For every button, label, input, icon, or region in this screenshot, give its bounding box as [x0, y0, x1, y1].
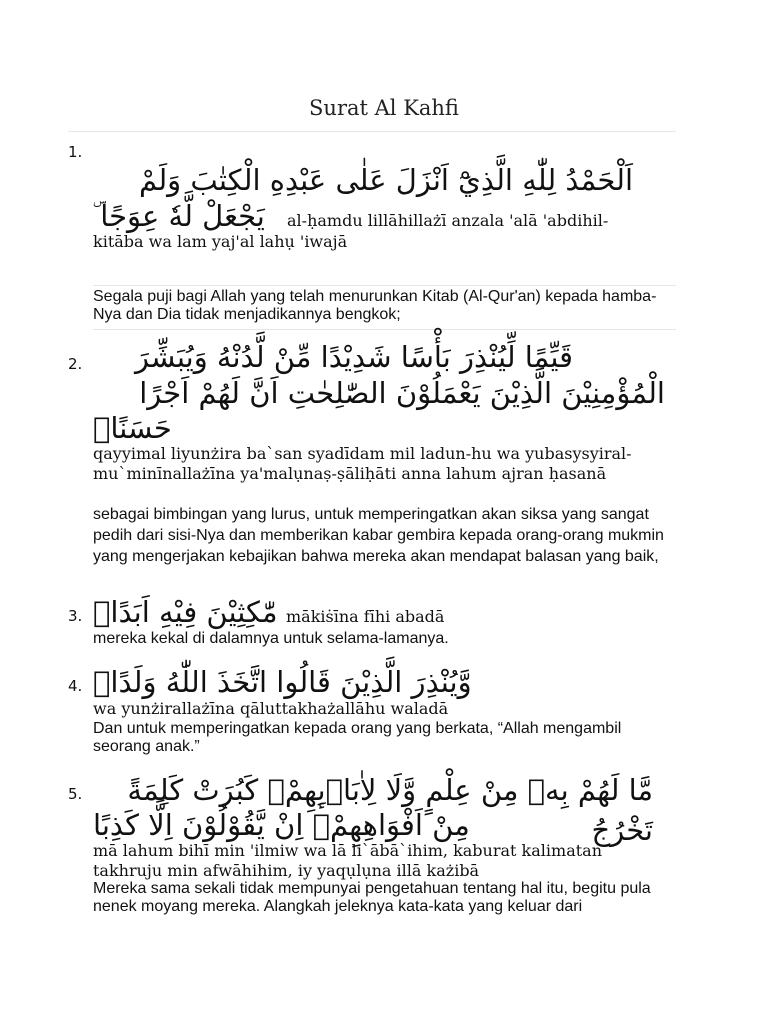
verse-number: 5. — [68, 785, 83, 803]
verse-translation: Dan untuk memperingatkan kepada orang yang berkata, “Allah mengambil seorang anak.” — [93, 720, 622, 755]
verse-translation: sebagai bimbingan yang lurus, untuk memperingatkan akan siksa yang sangat pedih dari sisi-Nya dan memberikan kabar gembira kepada orang-orang mukmin yang mengerjakan kebajikan bahwa mereka akan mendapat balasan yang baik, — [93, 506, 664, 565]
verse-number: 4. — [68, 677, 83, 695]
verse-arabic-line: الْمُؤْمِنِيْنَ الَّذِيْنَ يَعْمَلُوْنَ الصّٰلِحٰتِ اَنَّ لَهُمْ اَجْرًا — [139, 376, 665, 410]
verse-number: 3. — [68, 607, 83, 625]
verse-arabic-line: حَسَنًاۙ — [93, 411, 172, 445]
verse-translation: mereka kekal di dalamnya untuk selama-lamanya. — [93, 630, 449, 647]
verse-transliteration: al-ḥamdu lillāhillażī anzala 'alā 'abdihil- — [287, 211, 609, 230]
verse-translation: Mereka sama sekali tidak mempunyai pengetahuan tentang hal itu, begitu pula nenek moyang mereka. Alangkah jeleknya kata-kata yang keluar dari — [93, 880, 651, 915]
verse-divider — [93, 285, 676, 286]
verse-arabic: وَّيُنْذِرَ الَّذِيْنَ قَالُوا اتَّخَذَ اللّٰهُ وَلَدًاۖ — [93, 665, 472, 699]
verse-arabic-line: اَلْحَمْدُ لِلّٰهِ الَّذِيْٓ اَنْزَلَ عَلٰى عَبْدِهِ الْكِتٰبَ وَلَمْ — [139, 163, 633, 197]
verse-transliteration: mā lahum bihī min 'ilmiw wa lā li`ābā`ihim, kaburat kalimatan takhruju min afwāhihim, iy yaqụlụna illā każibā — [93, 841, 603, 880]
verse-transliteration: kitāba wa lam yaj'al lahụ 'iwajā — [93, 232, 348, 251]
verse-arabic-line: مَّا لَهُمْ بِهٖ مِنْ عِلْمٍ وَّلَا لِاٰبَاۤىِٕهِمْۗ كَبُرَتْ كَلِمَةً تَخْرُجُ — [127, 773, 653, 847]
title-divider — [68, 131, 676, 132]
verse-arabic-line: يَجْعَلْ لَّهٗ عِوَجًا ۜ — [93, 199, 265, 233]
verse-transliteration: mākiṡīna fīhi abadā — [286, 607, 445, 626]
verse-arabic-line: قَيِّمًا لِّيُنْذِرَ بَأْسًا شَدِيْدًا مِّنْ لَّدُنْهُ وَيُبَشِّرَ — [135, 340, 573, 374]
verse-transliteration: qayyimal liyunżira ba`san syadīdam mil ladun-hu wa yubasysyiral-mu`minīnallażīna ya'malụnaṣ-ṣāliḥāti anna lahum ajran ḥasanā — [93, 444, 632, 483]
page-title: Surat Al Kahfi — [309, 96, 459, 120]
verse-number: 2. — [68, 355, 83, 373]
verse-transliteration: wa yunżirallażīna qāluttakhażallāhu waladā — [93, 699, 449, 718]
verse-arabic: مّٰكِثِيْنَ فِيْهِ اَبَدًاۙ — [93, 595, 278, 629]
verse-number: 1. — [68, 143, 83, 161]
verse-arabic-line: مِنْ اَفْوَاهِهِمْۗ اِنْ يَّقُوْلُوْنَ اِلَّا كَذِبًا — [93, 808, 470, 842]
verse-divider — [93, 329, 676, 330]
verse-translation: Segala puji bagi Allah yang telah menurunkan Kitab (Al-Qur'an) kepada hamba-Nya dan Dia tidak menjadikannya bengkok; — [93, 288, 657, 323]
